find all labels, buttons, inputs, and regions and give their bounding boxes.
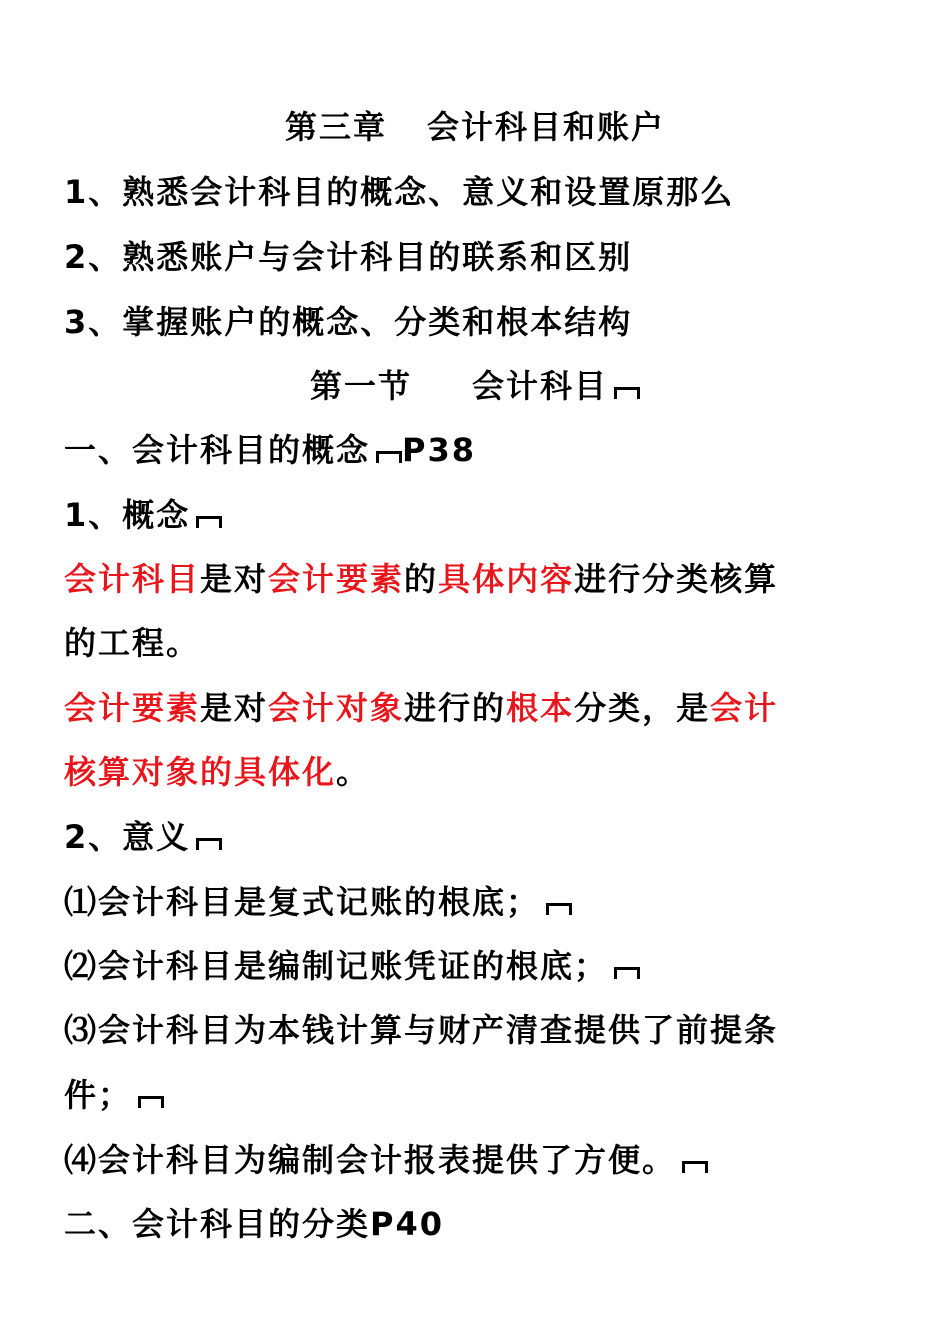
paragraph-mark-icon xyxy=(614,967,640,979)
objective-1: 1、熟悉会计科目的概念、意义和设置原那么 xyxy=(64,173,735,211)
meaning-item-1: ⑴会计科目是复式记账的根底； xyxy=(64,880,894,924)
definition-2-line-2: 核算对象的具体化。 xyxy=(64,753,371,791)
section-name: 会计科目 xyxy=(472,367,609,405)
paragraph-mark-icon xyxy=(196,838,222,850)
meaning-item-3-line-1: ⑶会计科目为本钱计算与财产清查提供了前提条 xyxy=(64,1011,779,1049)
meaning-item-2: ⑵会计科目是编制记账凭证的根底； xyxy=(64,944,894,988)
part2-heading: 二、会计科目的分类P40 xyxy=(64,1205,444,1243)
paragraph-mark-icon xyxy=(196,516,222,528)
paragraph-mark-icon xyxy=(614,387,640,399)
paragraph-mark-icon xyxy=(682,1161,708,1173)
definition-1-line-2: 的工程。 xyxy=(64,624,201,662)
paragraph-mark-icon xyxy=(376,451,402,463)
section-number: 第一节 xyxy=(309,367,412,405)
chapter-title xyxy=(0,105,950,149)
meaning-heading: 2、意义 xyxy=(64,815,894,859)
part1-heading: 一、会计科目的概念 P38 xyxy=(64,431,476,469)
chapter-name: 会计科目和账户 xyxy=(427,108,666,146)
meaning-item-4: ⑷会计科目为编制会计报表提供了方便。 xyxy=(64,1138,894,1182)
meaning-item-3-line-2: 件； xyxy=(64,1073,894,1117)
page-ref: P40 xyxy=(370,1205,444,1243)
definition-2-line-1: 会计要素是对会计对象进行的根本分类，是会计 xyxy=(64,689,779,727)
section-title xyxy=(0,364,950,408)
paragraph-mark-icon xyxy=(138,1096,164,1108)
paragraph-mark-icon xyxy=(546,903,572,915)
chapter-number: 第三章 xyxy=(284,108,387,146)
concept-heading: 1、概念 xyxy=(64,493,894,537)
page-ref: P38 xyxy=(402,431,476,469)
definition-1-line-1: 会计科目是对会计要素的具体内容进行分类核算 xyxy=(64,560,779,598)
objective-3: 3、掌握账户的概念、分类和根本结构 xyxy=(64,303,633,341)
objective-2: 2、熟悉账户与会计科目的联系和区别 xyxy=(64,238,633,276)
